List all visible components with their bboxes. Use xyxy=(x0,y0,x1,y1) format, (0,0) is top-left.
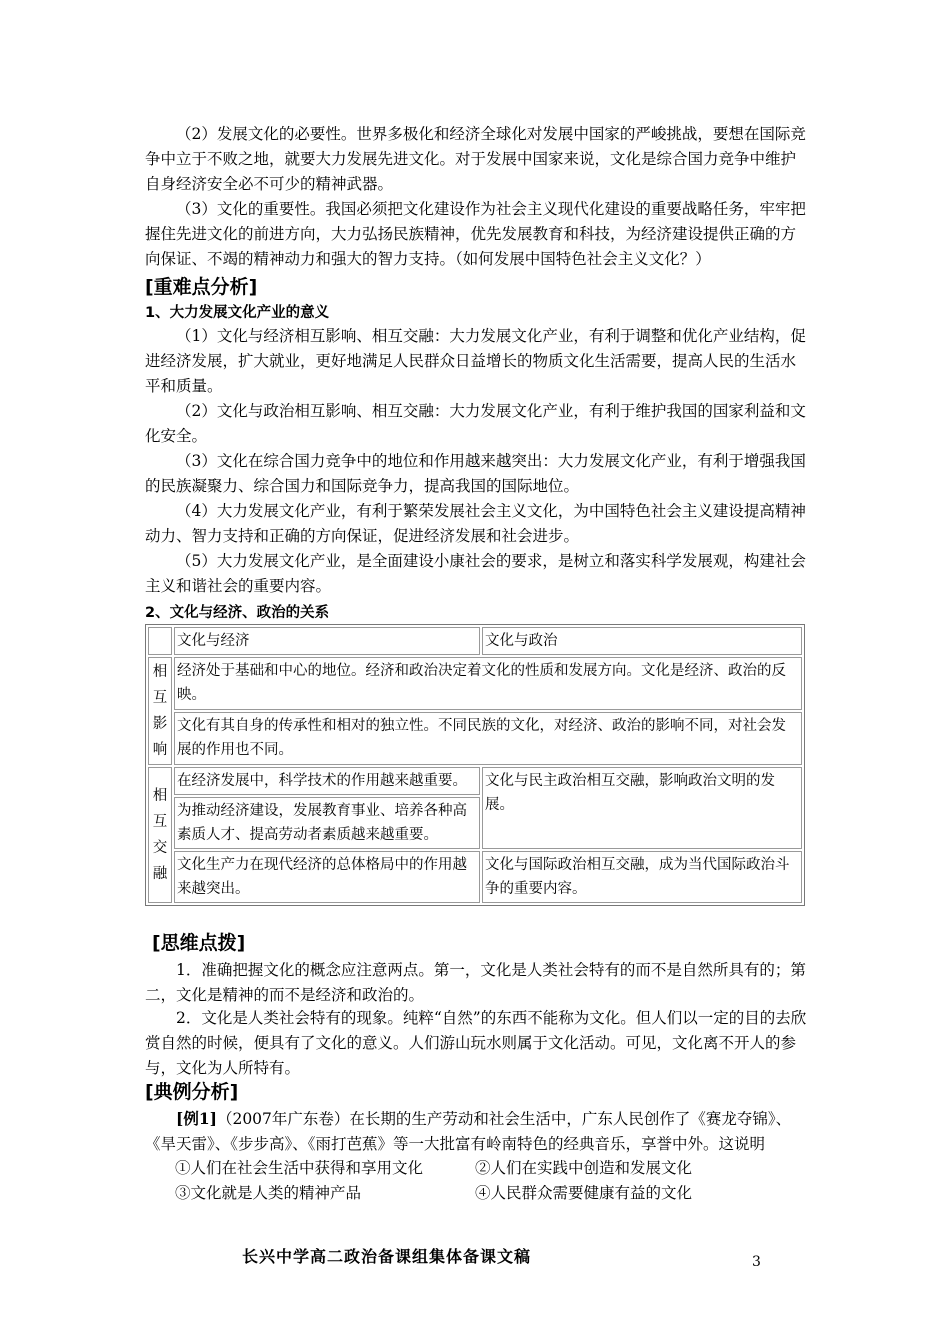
analysis-item-1: （1）文化与经济相互影响、相互交融：大力发展文化产业，有利于调整和优化产业结构，促进经济发展，扩大就业，更好地满足人民群众日益增长的物质文化生活需要，提高人民的生活水平和质量。 xyxy=(145,327,806,395)
analysis-subheading-1: 1、大力发展文化产业的意义 xyxy=(145,305,330,321)
intro-paragraph-2: （2）发展文化的必要性。世界多极化和经济全球化对发展中国家的严峻挑战，要想在国际竞争中立于不败之地，就要大力发展先进文化。对于发展中国家来说，文化是综合国力竞争中维护自身经济安全必不可少的精神武器。 xyxy=(145,125,806,193)
options-row-2 xyxy=(175,1181,775,1206)
option-2: ②人们在实践中创造和发展文化 xyxy=(475,1159,693,1177)
relationship-table xyxy=(145,624,805,906)
analysis-heading: [重难点分析] xyxy=(145,276,258,298)
example-question-text: （2007年广东卷）在长期的生产劳动和社会生活中，广东人民创作了《赛龙夺锦》、《旱天雷》、《步步高》、《雨打芭蕉》等一大批富有岭南特色的经典音乐，享誉中外。这说明 xyxy=(145,1110,792,1153)
row-label-mutual-influence: 相互影响 xyxy=(148,657,172,765)
analysis-item-5: （5）大力发展文化产业，是全面建设小康社会的要求，是树立和落实科学发展观，构建社会主义和谐社会的重要内容。 xyxy=(145,552,806,595)
column-header-economy: 文化与经济 xyxy=(174,627,480,655)
analysis-subheading-2: 2、文化与经济、政治的关系 xyxy=(145,605,330,621)
table-header-row xyxy=(148,627,802,655)
example-question xyxy=(145,1106,810,1157)
table-row xyxy=(148,767,802,795)
analysis-item-4: （4）大力发展文化产业，有利于繁荣发展社会主义文化，为中国特色社会主义建设提高精神动力、智力支持和正确的方向保证，促进经济发展和社会进步。 xyxy=(145,502,806,545)
table-row xyxy=(148,657,802,710)
example-tag: [例1] xyxy=(176,1109,217,1128)
answer-options xyxy=(175,1156,775,1206)
analysis-item-2: （2）文化与政治相互影响、相互交融：大力发展文化产业，有利于维护我国的国家利益和文化安全。 xyxy=(145,402,806,445)
example-heading: [典例分析] xyxy=(145,1081,239,1103)
option-3: ③文化就是人类的精神产品 xyxy=(175,1184,362,1202)
option-4: ④人民群众需要健康有益的文化 xyxy=(475,1184,693,1202)
influence-cell-2: 文化有其自身的传承性和相对的独立性。不同民族的文化，对经济、政治的影响不同，对社会发展的作用也不同。 xyxy=(174,712,802,765)
fusion-economy-cell-2: 为推动经济建设，发展教育事业、培养各种高素质人才、提高劳动者素质越来越重要。 xyxy=(174,797,480,849)
fusion-politics-cell-1: 文化与民主政治相互交融，影响政治文明的发展。 xyxy=(482,767,802,849)
options-row-1 xyxy=(175,1156,775,1181)
fusion-politics-cell-2: 文化与国际政治相互交融，成为当代国际政治斗争的重要内容。 xyxy=(482,851,802,903)
analysis-item-3: （3）文化在综合国力竞争中的地位和作用越来越突出：大力发展文化产业，有利于增强我国的民族凝聚力、综合国力和国际竞争力，提高我国的国际地位。 xyxy=(145,452,806,495)
fusion-economy-cell-3: 文化生产力在现代经济的总体格局中的作用越来越突出。 xyxy=(174,851,480,903)
table-row xyxy=(148,851,802,903)
option-1: ①人们在社会生活中获得和享用文化 xyxy=(175,1159,424,1177)
table-corner-cell xyxy=(148,627,172,655)
influence-cell-1: 经济处于基础和中心的地位。经济和政治决定着文化的性质和发展方向。文化是经济、政治的反映。 xyxy=(174,657,802,710)
fusion-economy-cell-1: 在经济发展中，科学技术的作用越来越重要。 xyxy=(174,767,480,795)
thinking-heading: [思维点拨] xyxy=(152,932,246,954)
row-label-mutual-fusion: 相互交融 xyxy=(148,767,172,903)
footer-title: 长兴中学高二政治备课组集体备课文稿 xyxy=(242,1247,532,1266)
intro-paragraph-3: （3）文化的重要性。我国必须把文化建设作为社会主义现代化建设的重要战略任务，牢牢把握住先进文化的前进方向，大力弘扬民族精神，优先发展教育和科技，为经济建设提供正确的方向保证、不竭的精神动力和强大的智力支持。（如何发展中国特色社会主义文化？） xyxy=(145,200,806,268)
thinking-paragraph-2: 2．文化是人类社会特有的现象。纯粹“自然”的东西不能称为文化。但人们以一定的目的去欣赏自然的时候，便具有了文化的意义。人们游山玩水则属于文化活动。可见，文化离不开人的参与，文化为人所特有。 xyxy=(145,1009,807,1077)
thinking-paragraph-1: 1．准确把握文化的概念应注意两点。第一，文化是人类社会特有的而不是自然所具有的；第二，文化是精神的而不是经济和政治的。 xyxy=(145,961,806,1004)
table-row xyxy=(148,712,802,765)
column-header-politics: 文化与政治 xyxy=(482,627,802,655)
page-number: 3 xyxy=(752,1254,761,1270)
